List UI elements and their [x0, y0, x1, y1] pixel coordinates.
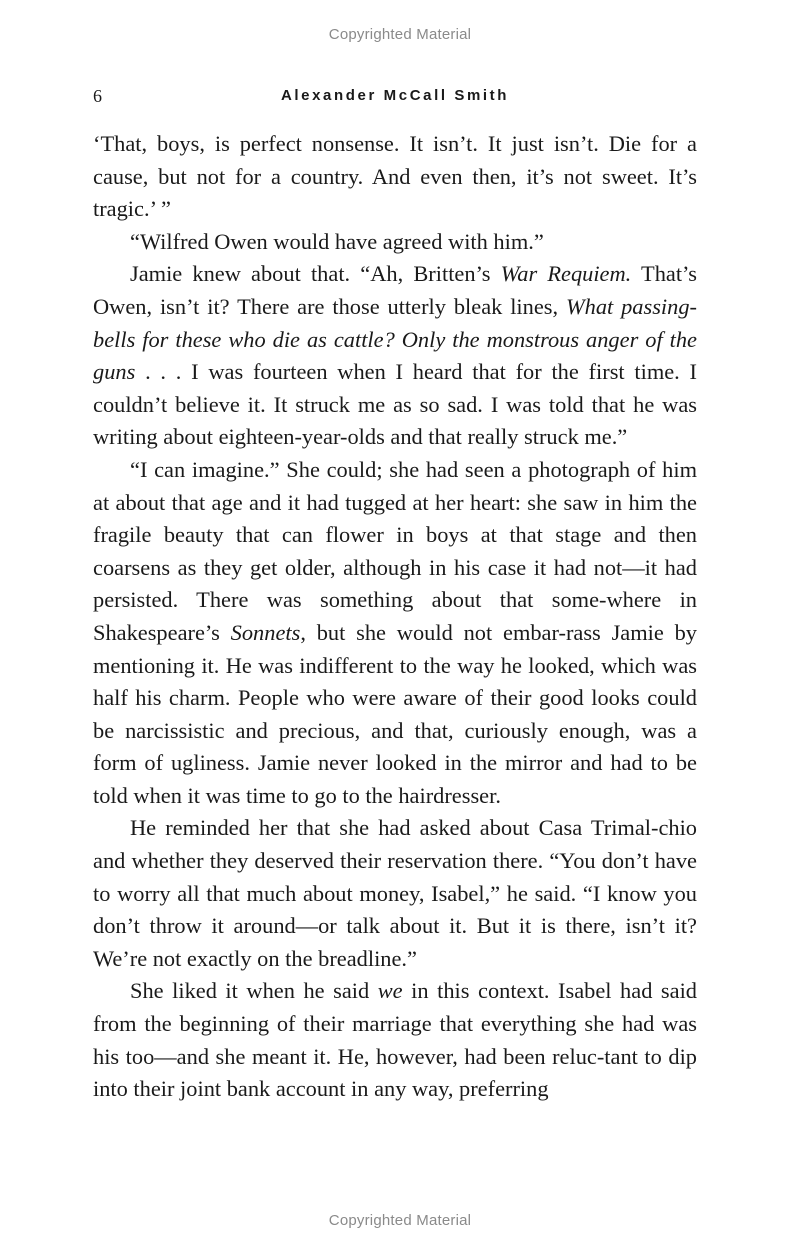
- running-title: Alexander McCall Smith: [280, 87, 510, 104]
- running-head: [93, 86, 697, 110]
- copyright-watermark-top: Copyrighted Material: [328, 26, 472, 43]
- paragraph-4: “I can imagine.” She could; she had seen a photograph of him at about that age and it had tugged at her heart: she saw in him the fragile beauty that can flower in boys at that stage and then coarsens as they get older, although in his case it had not—it had persisted. There was something about that some-where in Shakespeare’s Sonnets, but she would not embar-rass Jamie by mentioning it. He was indifferent to the way he looked, which was half his charm. People who were aware of their good looks could be narcissistic and precious, and that, curiously enough, was a form of ugliness. Jamie never looked in the mirror and had to be told when it was time to go to the hairdresser.: [93, 456, 698, 808]
- italic-quote: What passing-bells for these who die as cattle? Only the monstrous anger of the guns: [93, 293, 697, 385]
- paragraph-1: ‘That, boys, is perfect nonsense. It isn’t. It just isn’t. Die for a cause, but not for a country. And even then, it’s not sweet. It’s tragic.’ ”: [93, 131, 697, 222]
- paragraph-6: She liked it when he said we in this context. Isabel had said from the beginning of their marriage that everything she had was his too—and she meant it. He, however, had been reluc-tant to dip into their joint bank account in any way, preferring: [93, 978, 697, 1102]
- italic-title: Sonnets: [230, 619, 301, 645]
- paragraph-3: Jamie knew about that. “Ah, Britten’s War Requiem. That’s Owen, isn’t it? There are those utterly bleak lines, What passing-bells for these who die as cattle? Only the monstrous anger of the guns . . . I was fourteen when I heard that for the first time. I couldn’t believe it. It struck me as so sad. I was told that he was writing about eighteen-year-olds and that really struck me.”: [93, 261, 697, 450]
- paragraph-2: “Wilfred Owen would have agreed with him.”: [130, 228, 544, 254]
- paragraph-5: He reminded her that she had asked about Casa Trimal-chio and whether they deserved their reservation there. “You don’t have to worry all that much about money, Isabel,” he said. “I know you don’t throw it around—or talk about it. But it is there, isn’t it? We’re not exactly on the breadline.”: [93, 815, 697, 971]
- copyright-watermark-bottom: Copyrighted Material: [328, 1212, 472, 1229]
- italic-title: War Requiem.: [500, 261, 632, 287]
- page-number: 6: [93, 86, 102, 106]
- italic-emphasis: we: [377, 978, 403, 1004]
- body-text: [93, 128, 697, 1106]
